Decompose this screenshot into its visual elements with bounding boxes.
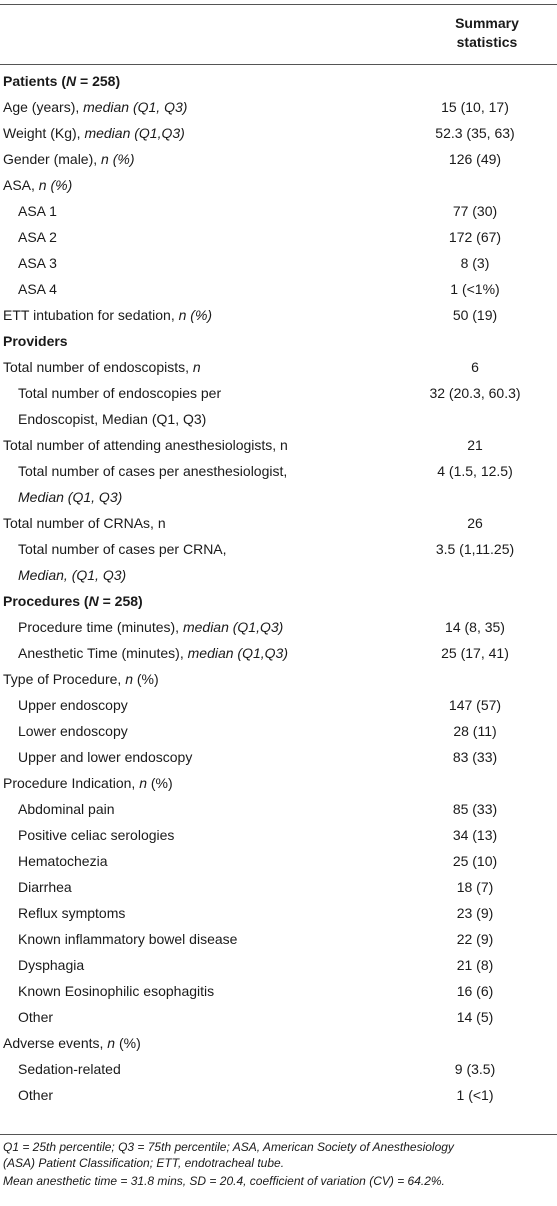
table-row <box>0 94 557 120</box>
row-value: 9 (3.5) <box>454 1061 496 1077</box>
row-value: 26 <box>467 515 483 531</box>
row-value: 126 (49) <box>448 151 502 167</box>
table-row <box>0 354 557 380</box>
table-row <box>0 926 557 952</box>
row-label-stat: n (%) <box>178 307 213 323</box>
top-rule <box>0 4 557 5</box>
row-label <box>18 718 128 744</box>
row-label-n: N <box>66 73 77 89</box>
row-value: 25 (10) <box>452 853 498 869</box>
table-row <box>0 770 557 796</box>
table-row <box>0 614 557 640</box>
table-row <box>0 848 557 874</box>
row-value: 83 (33) <box>452 749 498 765</box>
row-value: 85 (33) <box>452 801 498 817</box>
column-header <box>427 14 547 52</box>
row-label-stat: median (Q1,Q3) <box>84 125 185 141</box>
row-label-text: Reflux symptoms <box>18 905 126 921</box>
row-label <box>3 328 68 354</box>
table-row <box>0 1030 557 1056</box>
footnote-mean: Mean anesthetic time = 31.8 mins, SD = 20.4, coefficient of variation (CV) = 64.2%. <box>3 1174 445 1188</box>
row-value: 16 (6) <box>456 983 494 999</box>
row-label-text: Hematochezia <box>18 853 108 869</box>
row-value: 1 (<1) <box>456 1087 494 1103</box>
row-label <box>18 744 192 770</box>
row-label-text: Adverse events, <box>3 1035 108 1051</box>
row-label-text: Known Eosinophilic esophagitis <box>18 983 215 999</box>
row-label-stat: n (%) <box>38 177 73 193</box>
row-label <box>18 1004 53 1030</box>
row-label <box>18 250 57 276</box>
row-label <box>18 276 57 302</box>
row-label-text: ASA, <box>3 177 39 193</box>
table-row <box>0 692 557 718</box>
table-row <box>0 1004 557 1030</box>
row-value: 21 <box>467 437 483 453</box>
row-label-text: Dysphagia <box>18 957 85 973</box>
row-label <box>3 588 143 614</box>
row-label-stat: n <box>192 359 201 375</box>
row-label-text: Weight (Kg), <box>3 125 85 141</box>
table-row <box>0 718 557 744</box>
row-label <box>3 120 185 146</box>
table-row <box>0 874 557 900</box>
section-header <box>0 328 557 354</box>
section-header <box>0 68 557 94</box>
table-row <box>0 510 557 536</box>
row-label-text: Lower endoscopy <box>18 723 128 739</box>
row-label-text: ASA 4 <box>18 281 57 297</box>
row-label <box>3 666 159 692</box>
header-rule <box>0 64 557 65</box>
row-label-stat-rest: (%) <box>132 671 159 687</box>
row-label <box>18 224 57 250</box>
table-row <box>0 640 557 666</box>
row-label-text: Total number of CRNAs, n <box>3 515 166 531</box>
table-row <box>0 432 557 458</box>
table-row <box>0 1082 557 1108</box>
row-label-stat-rest: (%) <box>147 775 173 791</box>
table-row <box>0 380 557 432</box>
row-label <box>3 770 173 796</box>
row-value: 23 (9) <box>456 905 494 921</box>
column-header-line1: Summary <box>455 15 519 31</box>
row-label-text: Upper and lower endoscopy <box>18 749 193 765</box>
row-label <box>18 848 108 874</box>
table-row <box>0 536 557 588</box>
row-label-n: N <box>88 593 99 609</box>
row-label <box>3 172 72 198</box>
row-value: 32 (20.3, 60.3) <box>429 385 521 401</box>
row-value: 50 (19) <box>452 307 498 323</box>
section-header <box>0 588 557 614</box>
row-label-stat: n (%) <box>101 151 135 167</box>
row-label-text: Sedation-related <box>18 1061 121 1077</box>
table-row <box>0 952 557 978</box>
row-label-text: Anesthetic Time (minutes), <box>18 645 188 661</box>
row-label <box>18 692 128 718</box>
row-label-text: ASA 3 <box>18 255 57 271</box>
row-label-stat: n <box>107 1035 116 1051</box>
row-label-stat: median (Q1,Q3) <box>187 645 288 661</box>
row-label-text: Positive celiac serologies <box>18 827 175 843</box>
row-label-stat: median (Q1, Q3) <box>83 99 188 115</box>
row-label <box>18 822 174 848</box>
row-label-text: Gender (male), <box>3 151 102 167</box>
row-label-text: Other <box>18 1087 54 1103</box>
row-value: 147 (57) <box>448 697 502 713</box>
row-label <box>18 198 57 224</box>
row-label-text: Total number of endoscopists, <box>3 359 193 375</box>
row-label <box>18 926 237 952</box>
row-label <box>3 146 135 172</box>
row-label <box>18 952 84 978</box>
row-value: 3.5 (1,11.25) <box>435 541 515 557</box>
row-label-stat: n <box>125 671 133 687</box>
row-value: 22 (9) <box>456 931 494 947</box>
row-label <box>3 354 201 380</box>
row-label-line2: Median, (Q1, Q3) <box>18 567 127 583</box>
table-row <box>0 1056 557 1082</box>
row-value: 34 (13) <box>452 827 498 843</box>
row-label-line1: Total number of cases per anesthesiologist, <box>18 463 288 479</box>
row-label-text: ETT intubation for sedation, <box>3 307 179 323</box>
row-label-text: Upper endoscopy <box>18 697 128 713</box>
row-value: 1 (<1%) <box>450 281 500 297</box>
row-value: 172 (67) <box>448 229 502 245</box>
row-label-stat: n <box>139 775 147 791</box>
row-label-text: Total number of attending anesthesiologists, n <box>3 437 288 453</box>
row-label-line1: Total number of endoscopies per <box>18 385 222 401</box>
row-label-stat-rest: (%) <box>115 1035 141 1051</box>
table-row <box>0 900 557 926</box>
footnote-abbrev-2: (ASA) Patient Classification; ETT, endotracheal tube. <box>3 1156 285 1170</box>
row-label <box>18 796 115 822</box>
footnote-abbrev-1: Q1 = 25th percentile; Q3 = 75th percentile; ASA, American Society of Anesthesiology <box>3 1140 454 1154</box>
table-row <box>0 822 557 848</box>
row-label <box>3 302 212 328</box>
bottom-rule <box>0 1134 557 1135</box>
row-label-line2: Endoscopist, Median (Q1, Q3) <box>18 411 207 427</box>
row-label <box>18 874 72 900</box>
table-row <box>0 458 557 510</box>
row-value: 15 (10, 17) <box>441 99 509 115</box>
row-label-text: Procedure Indication, <box>3 775 140 791</box>
table-row <box>0 302 557 328</box>
row-value: 52.3 (35, 63) <box>435 125 515 141</box>
row-label-text: Age (years), <box>3 99 84 115</box>
row-label-text: Providers <box>3 333 68 349</box>
row-label-text: Other <box>18 1009 54 1025</box>
row-label-text: Known inflammatory bowel disease <box>18 931 238 947</box>
row-label-text: Procedures ( <box>3 593 89 609</box>
row-value: 21 (8) <box>456 957 494 973</box>
table-row <box>0 250 557 276</box>
row-label <box>3 510 166 536</box>
row-label <box>18 640 288 666</box>
row-value: 14 (8, 35) <box>445 619 505 635</box>
row-label-text: Diarrhea <box>18 879 72 895</box>
row-label <box>3 68 120 94</box>
table-row <box>0 198 557 224</box>
row-value: 8 (3) <box>460 255 490 271</box>
row-label-text: ASA 2 <box>18 229 57 245</box>
row-value: 25 (17, 41) <box>441 645 509 661</box>
row-label-text: Procedure time (minutes), <box>18 619 183 635</box>
row-label <box>3 94 187 120</box>
row-label-stat: median (Q1,Q3) <box>182 619 284 635</box>
table-row <box>0 978 557 1004</box>
row-label-rest: = 258) <box>76 73 121 89</box>
row-label <box>18 978 214 1004</box>
row-value: 28 (11) <box>453 723 497 739</box>
table-row <box>0 146 557 172</box>
row-value: 14 (5) <box>456 1009 494 1025</box>
row-label-line2: Median (Q1, Q3) <box>18 489 123 505</box>
row-label-rest: = 258) <box>98 593 143 609</box>
row-value: 4 (1.5, 12.5) <box>437 463 513 479</box>
table-row <box>0 796 557 822</box>
row-value: 77 (30) <box>452 203 498 219</box>
row-label-text: ASA 1 <box>18 203 57 219</box>
row-label <box>18 1082 53 1108</box>
row-label <box>3 1030 141 1056</box>
row-label-line1: Total number of cases per CRNA, <box>18 541 227 557</box>
table-row <box>0 744 557 770</box>
table-row <box>0 172 557 198</box>
row-value: 18 (7) <box>456 879 494 895</box>
row-label <box>18 1056 121 1082</box>
row-label-text: Abdominal pain <box>18 801 115 817</box>
table-row <box>0 276 557 302</box>
table-row <box>0 666 557 692</box>
row-label-text: Type of Procedure, <box>3 671 126 687</box>
column-header-line2: statistics <box>456 34 518 50</box>
row-value: 6 <box>471 359 479 375</box>
row-label <box>3 432 288 458</box>
row-label <box>18 900 125 926</box>
table-row <box>0 120 557 146</box>
row-label <box>18 614 283 640</box>
table-row <box>0 224 557 250</box>
row-label-text: Patients ( <box>3 73 67 89</box>
